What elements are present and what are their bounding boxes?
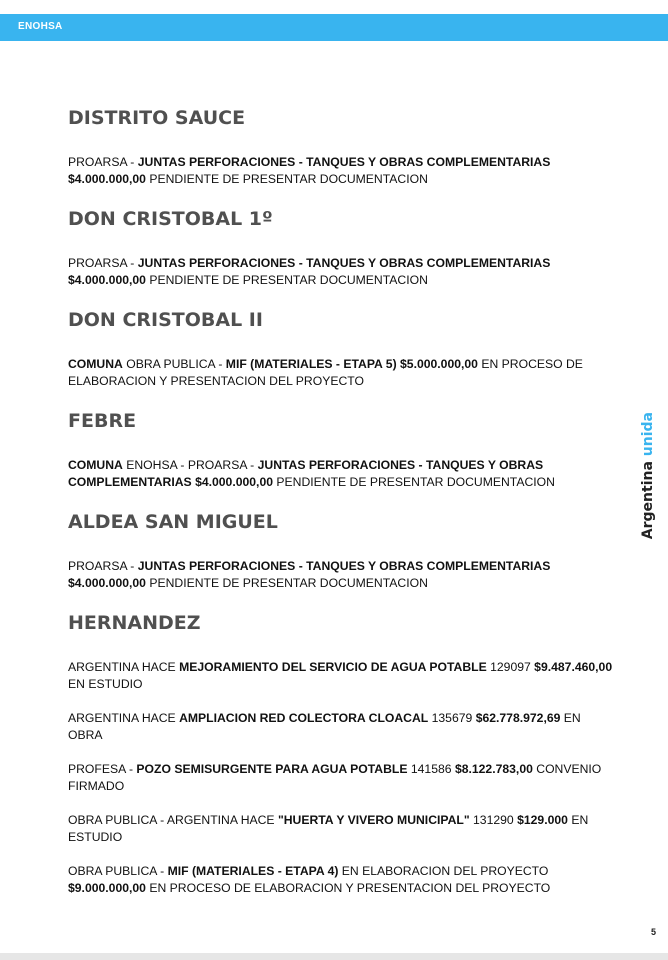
- text: PROARSA -: [68, 256, 138, 270]
- section: [68, 407, 613, 491]
- entry-text: [68, 558, 613, 592]
- bold-text: AMPLIACION RED COLECTORA CLOACAL: [179, 711, 429, 725]
- bold-text: $62.778.972,69: [475, 711, 561, 725]
- entry-text: [68, 154, 613, 188]
- bold-text: $9.000.000,00: [68, 881, 146, 895]
- brand-part2: unida: [640, 412, 656, 457]
- text: CONVENIO: [532, 762, 602, 776]
- header-label: ENOHSA: [18, 21, 63, 32]
- text: EN: [567, 813, 589, 827]
- document-content: [68, 104, 613, 914]
- text: 135679: [428, 711, 476, 725]
- argentina-unida-logo: [640, 412, 660, 540]
- bold-text: POZO SEMISURGENTE PARA AGUA POTABLE: [136, 762, 408, 776]
- entry-text: [68, 659, 613, 693]
- text: 141586: [407, 762, 455, 776]
- bold-text: $129.000: [517, 813, 568, 827]
- entry-text: [68, 812, 613, 846]
- brand-part1: Argentina: [640, 461, 656, 540]
- section-title: FEBRE: [68, 410, 137, 432]
- section: [68, 104, 613, 188]
- text: 131290: [469, 813, 518, 827]
- header-bar: [0, 14, 668, 41]
- brand-text: [640, 412, 656, 539]
- section-title: HERNANDEZ: [68, 612, 201, 634]
- text: PENDIENTE DE PRESENTAR DOCUMENTACION: [145, 172, 428, 186]
- section-title: DON CRISTOBAL 1º: [68, 208, 273, 230]
- bold-text: MIF (MATERIALES - ETAPA 4): [167, 864, 339, 878]
- text: PENDIENTE DE PRESENTAR DOCUMENTACION: [273, 475, 555, 489]
- text: ARGENTINA HACE: [68, 711, 180, 725]
- bold-text: "HUERTA Y VIVERO MUNICIPAL": [277, 813, 470, 827]
- text: EN ESTUDIO: [68, 677, 143, 691]
- text: PROARSA -: [68, 559, 138, 573]
- text: ARGENTINA HACE: [68, 660, 180, 674]
- text: FIRMADO: [68, 779, 125, 793]
- text: ESTUDIO: [68, 830, 123, 844]
- text: OBRA PUBLICA -: [122, 357, 226, 371]
- bold-text: COMUNA: [68, 357, 123, 371]
- entry-text: [68, 863, 613, 897]
- entry-text: [68, 255, 613, 289]
- entry-text: [68, 457, 613, 491]
- bold-text: $4.000.000,00: [68, 576, 146, 590]
- section: [68, 508, 613, 592]
- text: 129097: [486, 660, 535, 674]
- bold-text: MEJORAMIENTO DEL SERVICIO DE AGUA POTABLE: [179, 660, 487, 674]
- bold-text: $4.000.000,00: [68, 273, 146, 287]
- text: EN PROCESO DE ELABORACION Y PRESENTACION DEL PROYECTO: [68, 357, 583, 388]
- text: PENDIENTE DE PRESENTAR DOCUMENTACION: [145, 576, 428, 590]
- text: OBRA PUBLICA - ARGENTINA HACE: [68, 813, 278, 827]
- text: EN ELABORACION DEL PROYECTO: [338, 864, 549, 878]
- text: PROARSA -: [68, 155, 138, 169]
- entry-text: [68, 761, 613, 795]
- bold-text: JUNTAS PERFORACIONES - TANQUES Y OBRAS COMPLEMENTARIAS: [137, 155, 551, 169]
- text: EN OBRA: [68, 711, 581, 742]
- section: [68, 306, 613, 390]
- text: EN PROCESO DE ELABORACION Y PRESENTACION DEL PROYECTO: [145, 881, 551, 895]
- bold-text: JUNTAS PERFORACIONES - TANQUES Y OBRAS COMPLEMENTARIAS $4.000.000,00: [68, 458, 544, 489]
- bottom-rule: [0, 953, 668, 960]
- page-number: 5: [651, 927, 657, 937]
- entry-text: [68, 356, 613, 390]
- bold-text: $8.122.783,00: [454, 762, 533, 776]
- text: OBRA PUBLICA -: [68, 864, 168, 878]
- section-title: DON CRISTOBAL II: [68, 309, 263, 331]
- section: [68, 609, 613, 897]
- bold-text: JUNTAS PERFORACIONES - TANQUES Y OBRAS COMPLEMENTARIAS: [137, 256, 551, 270]
- section: [68, 205, 613, 289]
- bold-text: $9.487.460,00: [534, 660, 613, 674]
- text: PENDIENTE DE PRESENTAR DOCUMENTACION: [145, 273, 428, 287]
- text: PROFESA -: [68, 762, 137, 776]
- text: ENOHSA - PROARSA -: [122, 458, 258, 472]
- section-title: ALDEA SAN MIGUEL: [68, 511, 278, 533]
- section-title: DISTRITO SAUCE: [68, 107, 246, 129]
- bold-text: COMUNA: [68, 458, 123, 472]
- bold-text: MIF (MATERIALES - ETAPA 5) $5.000.000,00: [225, 357, 478, 371]
- bold-text: $4.000.000,00: [68, 172, 146, 186]
- entry-text: [68, 710, 613, 744]
- bold-text: JUNTAS PERFORACIONES - TANQUES Y OBRAS COMPLEMENTARIAS: [137, 559, 551, 573]
